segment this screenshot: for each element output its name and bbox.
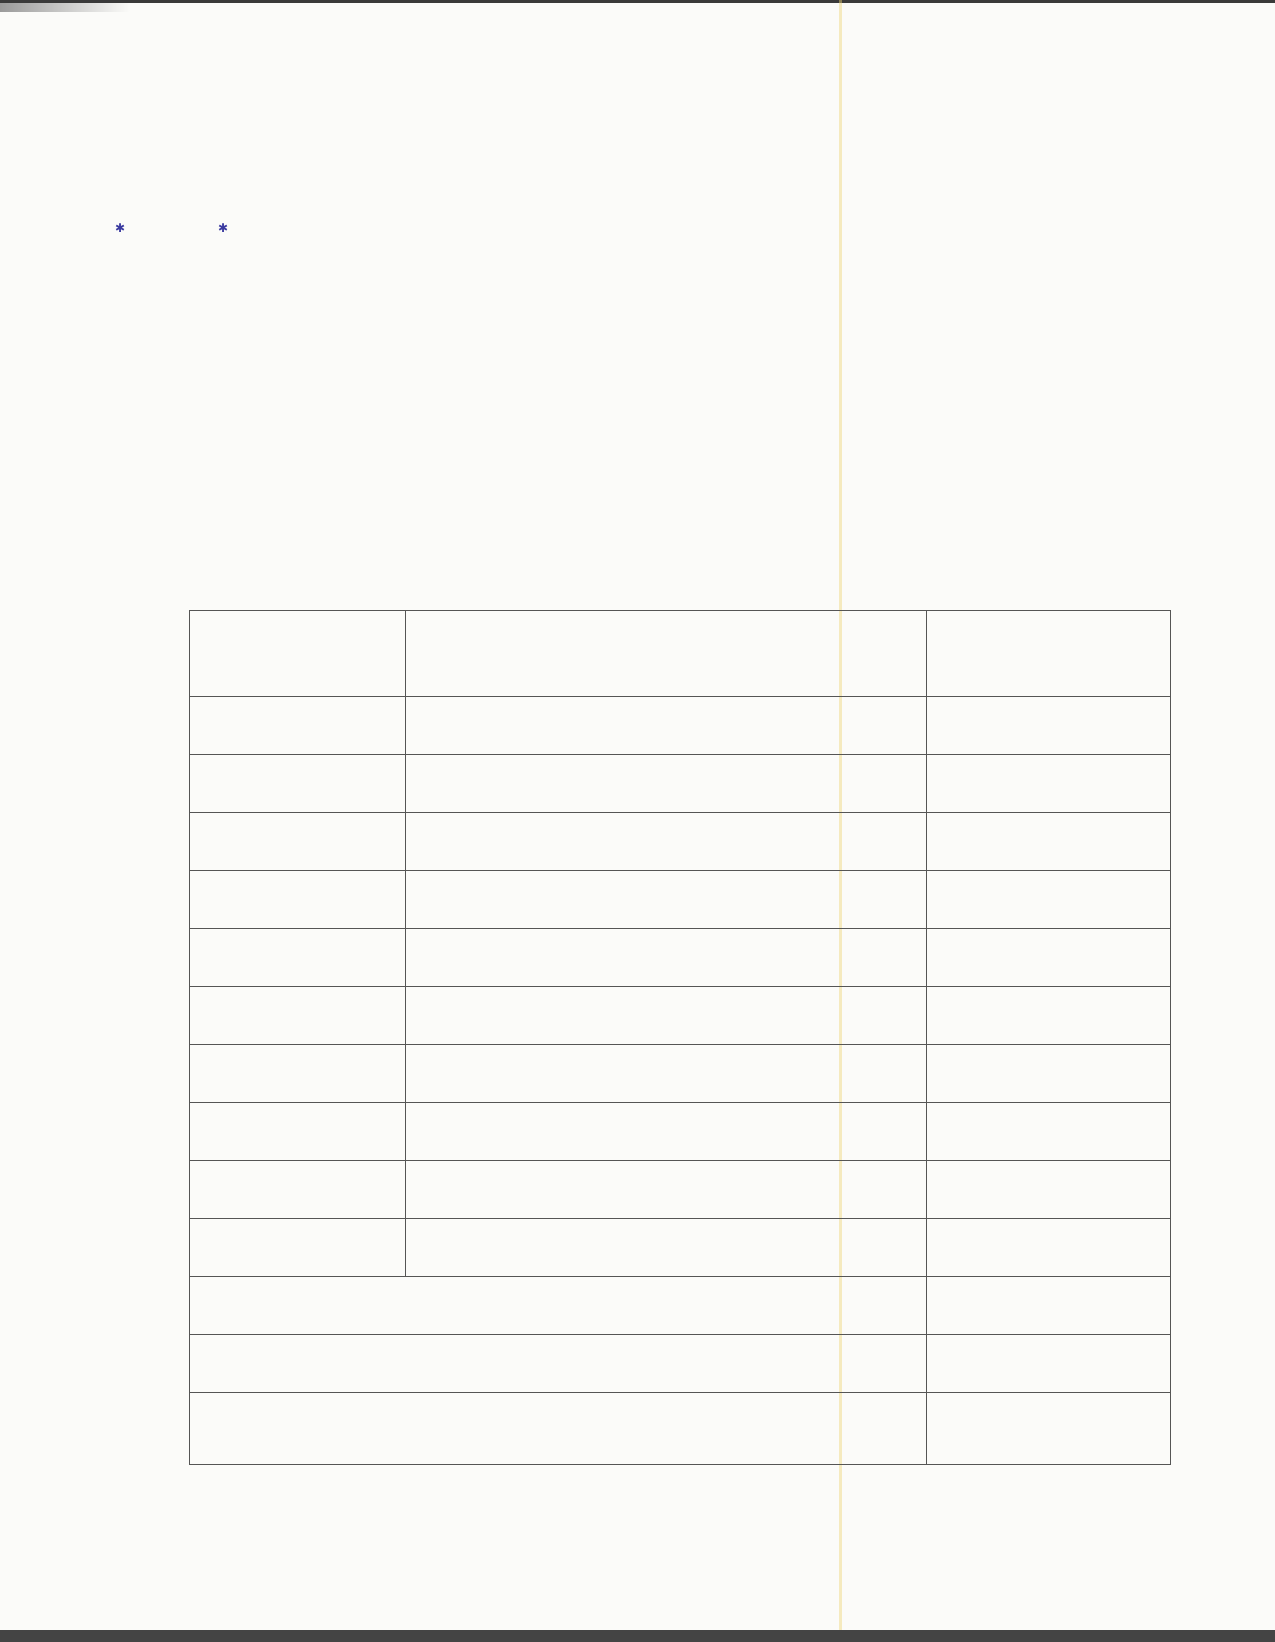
table-row [190,813,1171,871]
null-votes-row [190,1277,1171,1335]
blank-votes-row [190,1335,1171,1393]
candidate-name-cell [406,755,927,813]
table-row [190,1103,1171,1161]
body-paragraph [190,313,1172,347]
table-row [190,987,1171,1045]
votes-cell [927,813,1171,871]
votes-cell [927,987,1171,1045]
rank-cell [190,1045,406,1103]
candidate-name-cell [406,697,927,755]
votes-cell [927,755,1171,813]
results-table [189,610,1171,1465]
candidate-name-cell [406,1161,927,1219]
votes-cell [927,1103,1171,1161]
candidate-name-cell [406,813,927,871]
total-votes-label [190,1393,927,1465]
header-votes [927,611,1171,697]
table-row [190,755,1171,813]
votes-cell [927,1219,1171,1277]
header-rank [190,611,406,697]
votes-cell [927,929,1171,987]
candidate-name-cell [406,987,927,1045]
candidate-name-cell [406,1219,927,1277]
rank-cell [190,1219,406,1277]
rank-cell [190,1103,406,1161]
blank-votes-label [190,1335,927,1393]
header-name [406,611,927,697]
candidate-name-cell [406,871,927,929]
votes-cell [927,1161,1171,1219]
scan-edge-bottom [0,1630,1275,1642]
votes-cell [927,697,1171,755]
table-row [190,1161,1171,1219]
candidate-name-cell [406,1045,927,1103]
table-row [190,1045,1171,1103]
rank-cell [190,871,406,929]
rank-cell [190,1161,406,1219]
uncosan-seal [86,102,256,272]
null-votes-value [927,1277,1171,1335]
table-row [190,929,1171,987]
votes-cell [927,871,1171,929]
scan-edge-top [0,0,1275,3]
seal-star-right: ✱ [217,221,229,235]
candidate-name-cell [406,1103,927,1161]
table-row [190,697,1171,755]
table-row [190,1219,1171,1277]
rank-cell [190,987,406,1045]
total-votes-value [927,1393,1171,1465]
null-votes-label [190,1277,927,1335]
table-row [190,871,1171,929]
rank-cell [190,755,406,813]
rank-cell [190,813,406,871]
rank-cell [190,929,406,987]
candidate-name-cell [406,929,927,987]
table-header-row [190,611,1171,697]
total-votes-row [190,1393,1171,1465]
seal-star-left: ✱ [114,221,126,235]
votes-cell [927,1045,1171,1103]
rank-cell [190,697,406,755]
blank-votes-value [927,1335,1171,1393]
